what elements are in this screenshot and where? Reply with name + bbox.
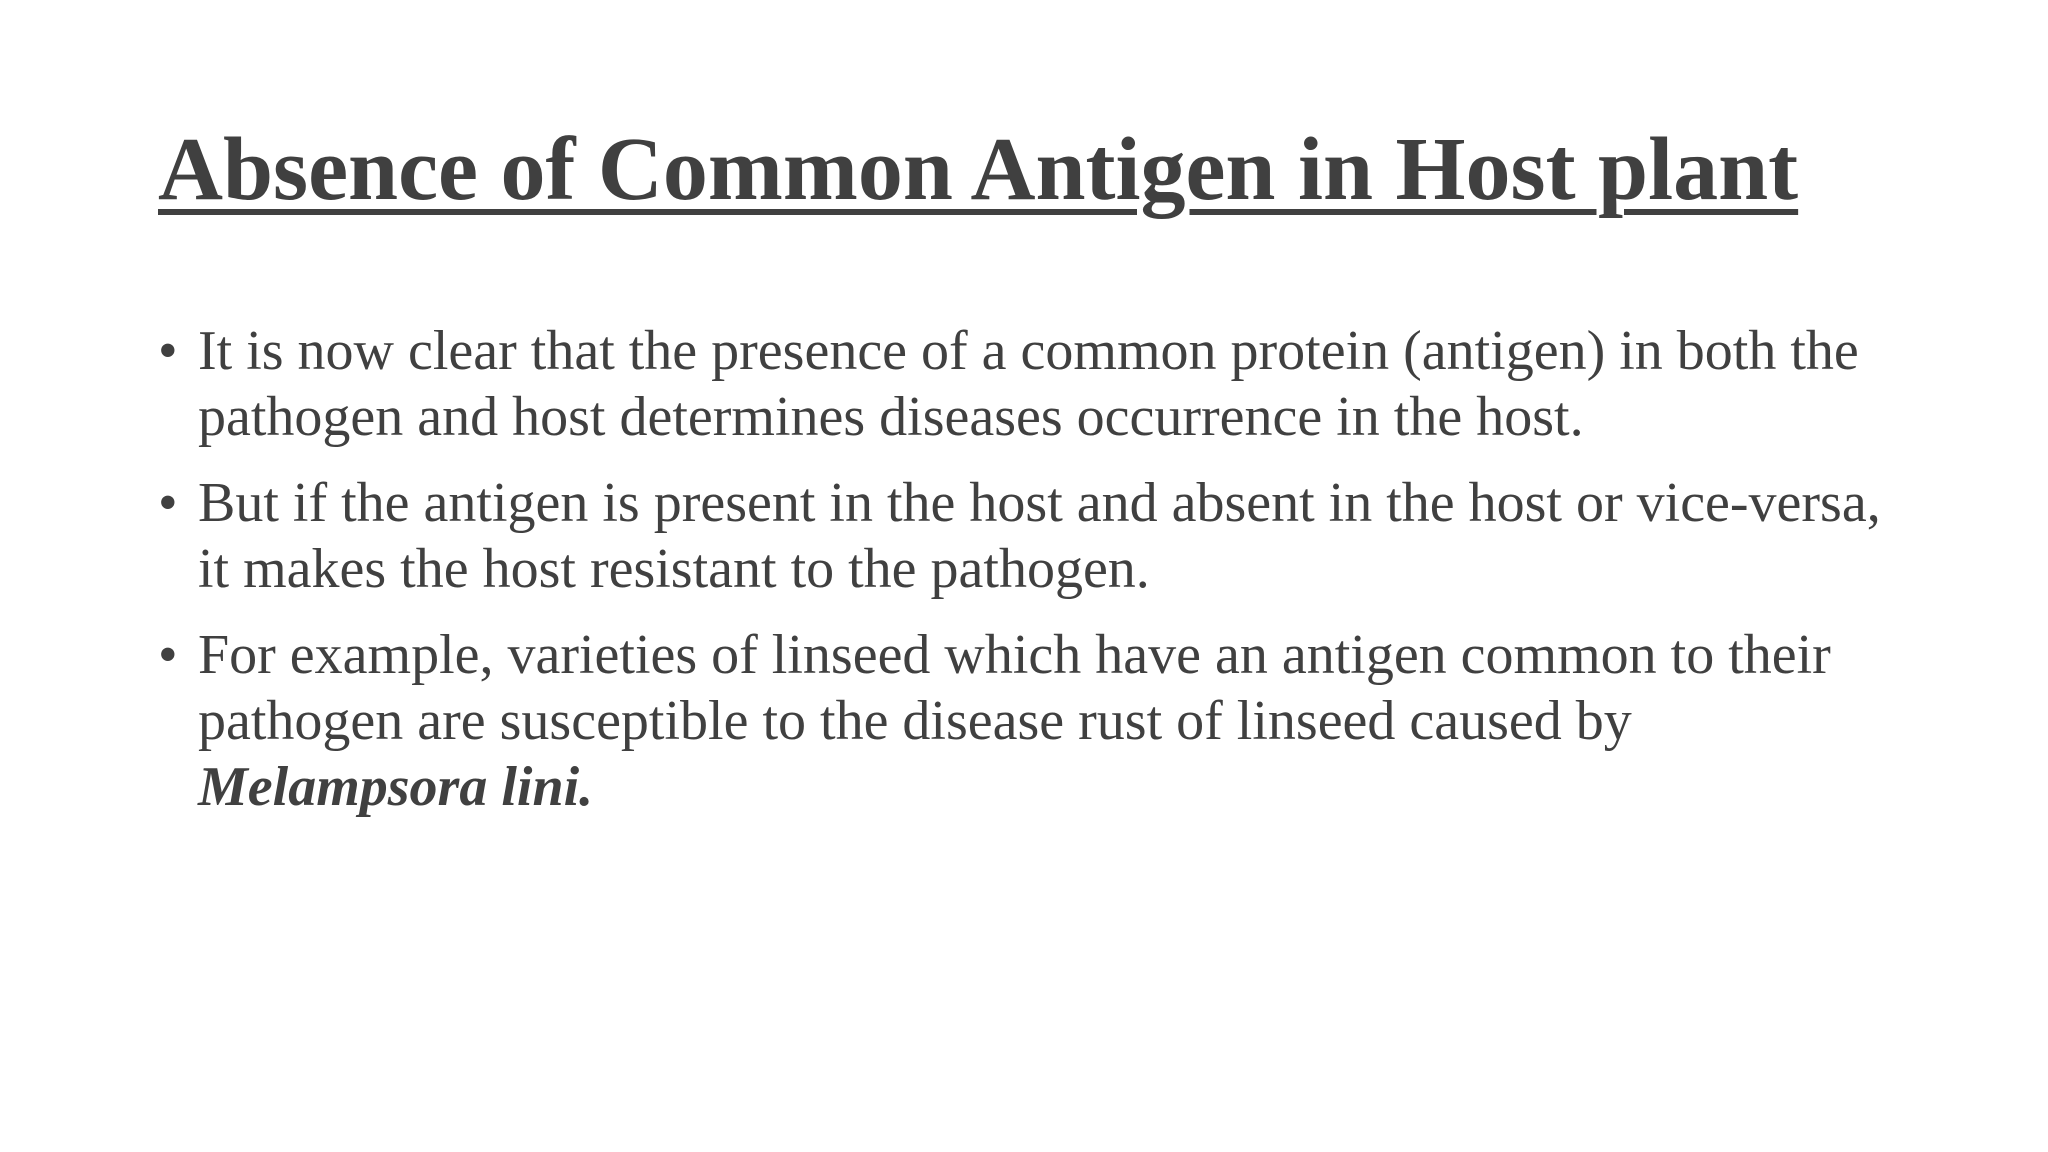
slide-title: Absence of Common Antigen in Host plant bbox=[158, 120, 1799, 219]
bullet-text: For example, varieties of linseed which have an antigen common to their pathogen are susceptible to the disease rust of linseed caused by bbox=[198, 624, 1831, 752]
bullet-item bbox=[158, 470, 1918, 602]
bullet-list bbox=[158, 318, 1918, 840]
bullet-item bbox=[158, 318, 1918, 450]
bullet-text: But if the antigen is present in the host and absent in the host or vice-versa, it makes the host resistant to the pathogen. bbox=[198, 472, 1881, 600]
bullet-text: It is now clear that the presence of a common protein (antigen) in both the pathogen and host determines diseases occurrence in the host. bbox=[198, 320, 1859, 448]
bullet-item bbox=[158, 622, 1918, 820]
bullet-dot-icon: • bbox=[158, 320, 178, 382]
bullet-dot-icon: • bbox=[158, 472, 178, 534]
species-name: Melampsora lini. bbox=[198, 756, 594, 818]
bullet-dot-icon: • bbox=[158, 624, 178, 686]
